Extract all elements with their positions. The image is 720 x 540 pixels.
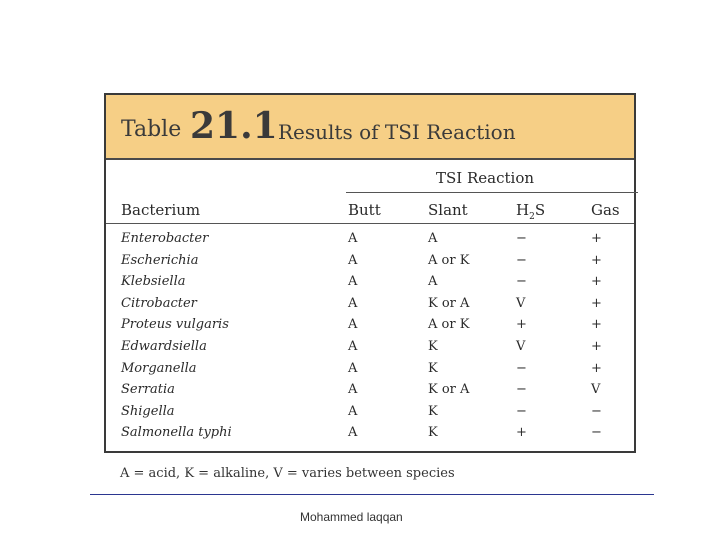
cell-h2s: − bbox=[516, 382, 527, 398]
cell-gas: − bbox=[591, 403, 602, 419]
group-header-tsi-reaction: TSI Reaction bbox=[436, 169, 535, 187]
table-title-number: 21.1 bbox=[190, 105, 278, 147]
table-title-text: Results of TSI Reaction bbox=[278, 120, 516, 144]
table-footnote: A = acid, K = alkaline, V = varies between species bbox=[120, 466, 455, 481]
cell-gas: + bbox=[591, 252, 602, 268]
cell-h2s: V bbox=[516, 339, 526, 354]
h2s-tail: S bbox=[534, 201, 546, 219]
cell-butt: A bbox=[348, 360, 358, 376]
cell-slant: K or A bbox=[428, 295, 470, 311]
tsi-results-table bbox=[104, 93, 636, 453]
cell-slant: A or K bbox=[428, 317, 470, 333]
cell-slant: A bbox=[428, 274, 438, 290]
cell-butt: A bbox=[348, 317, 358, 333]
cell-slant: A or K bbox=[428, 252, 470, 268]
cell-gas: + bbox=[591, 317, 602, 333]
cell-butt: A bbox=[348, 339, 358, 354]
cell-gas: + bbox=[591, 231, 602, 246]
cell-butt: A bbox=[348, 403, 358, 419]
cell-bacterium: Citrobacter bbox=[121, 295, 197, 311]
bottom-rule bbox=[90, 494, 654, 495]
table-title-band bbox=[106, 95, 634, 160]
cell-bacterium: Klebsiella bbox=[121, 274, 186, 290]
cell-h2s: − bbox=[516, 231, 527, 246]
cell-h2s: − bbox=[516, 252, 527, 268]
cell-gas: + bbox=[591, 360, 602, 376]
cell-bacterium: Edwardsiella bbox=[121, 339, 207, 354]
cell-butt: A bbox=[348, 231, 358, 246]
cell-slant: K bbox=[428, 425, 438, 441]
cell-h2s: − bbox=[516, 274, 527, 290]
cell-butt: A bbox=[348, 425, 358, 441]
author-name: Mohammed laqqan bbox=[300, 510, 403, 524]
cell-gas: + bbox=[591, 295, 602, 311]
cell-h2s: + bbox=[516, 317, 527, 333]
cell-h2s: − bbox=[516, 403, 527, 419]
column-header-butt: Butt bbox=[348, 201, 381, 219]
cell-h2s: + bbox=[516, 425, 527, 441]
column-header-bacterium: Bacterium bbox=[121, 201, 201, 219]
cell-bacterium: Shigella bbox=[121, 403, 175, 419]
h2s-main: H bbox=[516, 201, 530, 219]
cell-bacterium: Morganella bbox=[121, 360, 197, 376]
cell-butt: A bbox=[348, 252, 358, 268]
cell-bacterium: Enterobacter bbox=[121, 231, 209, 246]
cell-slant: K bbox=[428, 339, 438, 354]
cell-gas: V bbox=[591, 382, 601, 398]
column-header-gas: Gas bbox=[591, 201, 620, 219]
cell-butt: A bbox=[348, 295, 358, 311]
cell-slant: K bbox=[428, 360, 438, 376]
column-header-h2s bbox=[516, 201, 545, 222]
header-rule bbox=[106, 223, 634, 224]
cell-slant: K or A bbox=[428, 382, 470, 398]
cell-bacterium: Proteus vulgaris bbox=[121, 317, 229, 333]
cell-slant: K bbox=[428, 403, 438, 419]
table-title-word: Table bbox=[121, 117, 182, 142]
cell-bacterium: Escherichia bbox=[121, 252, 199, 268]
cell-butt: A bbox=[348, 382, 358, 398]
cell-gas: + bbox=[591, 339, 602, 354]
cell-slant: A bbox=[428, 231, 438, 246]
cell-gas: + bbox=[591, 274, 602, 290]
h2s-sub: 2 bbox=[529, 212, 535, 222]
group-header-rule bbox=[346, 192, 638, 193]
cell-h2s: V bbox=[516, 295, 526, 311]
column-header-slant: Slant bbox=[428, 201, 468, 219]
cell-bacterium: Serratia bbox=[121, 382, 175, 398]
cell-gas: − bbox=[591, 425, 602, 441]
cell-bacterium: Salmonella typhi bbox=[121, 425, 232, 441]
cell-h2s: − bbox=[516, 360, 527, 376]
cell-butt: A bbox=[348, 274, 358, 290]
